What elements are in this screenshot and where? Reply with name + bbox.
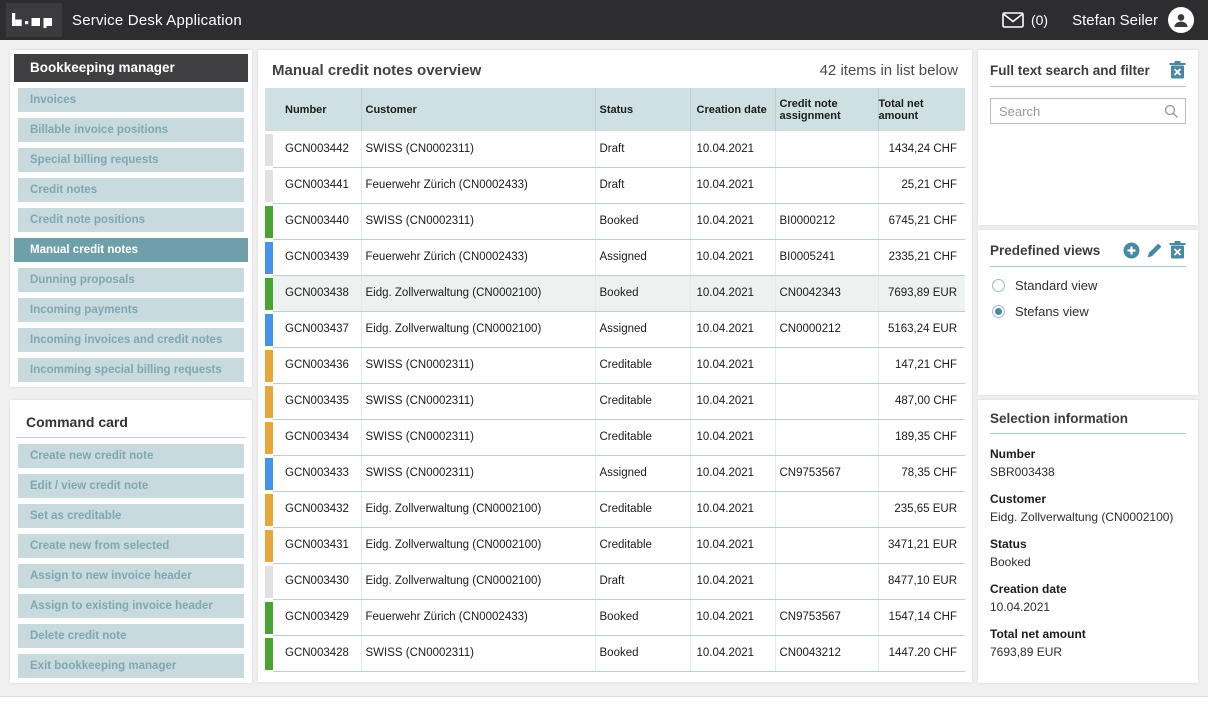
- table-row[interactable]: [265, 455, 965, 491]
- cell-status: Draft: [595, 563, 690, 599]
- sidebar-item-credit-notes[interactable]: Credit notes: [18, 178, 244, 202]
- cell-number: GCN003442: [273, 131, 361, 167]
- status-indicator: [265, 599, 273, 635]
- cell-assignment: [775, 491, 878, 527]
- table-row[interactable]: [265, 563, 965, 599]
- cell-amount: 1447.20 CHF: [878, 635, 965, 671]
- sidebar-item-credit-note-positions[interactable]: Credit note positions: [18, 208, 244, 232]
- view-option-label: Stefans view: [1015, 304, 1089, 319]
- command-create-new-from-selected[interactable]: Create new from selected: [18, 534, 244, 558]
- sidebar-item-billable-invoice-positions[interactable]: Billable invoice positions: [18, 118, 244, 142]
- cell-assignment: [775, 167, 878, 203]
- cell-status: Creditable: [595, 419, 690, 455]
- cell-amount: 7693,89 EUR: [878, 275, 965, 311]
- column-header-indicator: [265, 88, 273, 131]
- cell-status: Creditable: [595, 527, 690, 563]
- command-card-title: Command card: [16, 408, 246, 438]
- mail-button[interactable]: [1002, 12, 1048, 28]
- sidebar-item-incoming-invoices-and-credit-notes[interactable]: Incoming invoices and credit notes: [18, 328, 244, 352]
- selection-field-creation-date: [990, 582, 1186, 614]
- command-exit-bookkeeping-manager[interactable]: Exit bookkeeping manager: [18, 654, 244, 678]
- cell-customer: Eidg. Zollverwaltung (CN0002100): [361, 527, 595, 563]
- status-indicator: [265, 167, 273, 203]
- cell-creation-date: 10.04.2021: [690, 635, 775, 671]
- main-panel: [258, 50, 972, 682]
- column-header-date[interactable]: Creation date: [690, 88, 775, 131]
- credit-notes-table: [265, 88, 965, 672]
- command-set-as-creditable[interactable]: Set as creditable: [18, 504, 244, 528]
- cell-assignment: BI0005241: [775, 239, 878, 275]
- table-row[interactable]: [265, 347, 965, 383]
- status-indicator: [265, 635, 273, 671]
- cell-status: Creditable: [595, 347, 690, 383]
- selection-field-label: Status: [990, 537, 1027, 551]
- column-header-amount[interactable]: Total net amount: [878, 88, 965, 131]
- cell-status: Booked: [595, 635, 690, 671]
- cell-assignment: CN9753567: [775, 455, 878, 491]
- cell-creation-date: 10.04.2021: [690, 527, 775, 563]
- selection-field-value: Booked: [990, 555, 1031, 569]
- selection-field-value: Eidg. Zollverwaltung (CN0002100): [990, 510, 1174, 524]
- search-input[interactable]: [990, 98, 1186, 124]
- cell-assignment: CN0000212: [775, 311, 878, 347]
- cell-assignment: [775, 131, 878, 167]
- table-row[interactable]: [265, 239, 965, 275]
- selection-field-label: Total net amount: [990, 627, 1086, 641]
- cell-amount: 3471,21 EUR: [878, 527, 965, 563]
- bookkeeping-manager-panel: [10, 50, 252, 387]
- cell-creation-date: 10.04.2021: [690, 275, 775, 311]
- cell-number: GCN003428: [273, 635, 361, 671]
- cell-customer: Eidg. Zollverwaltung (CN0002100): [361, 311, 595, 347]
- cell-amount: 5163,24 EUR: [878, 311, 965, 347]
- cell-customer: Eidg. Zollverwaltung (CN0002100): [361, 491, 595, 527]
- column-header-status[interactable]: Status: [595, 88, 690, 131]
- cell-number: GCN003433: [273, 455, 361, 491]
- cell-amount: 2335,21 CHF: [878, 239, 965, 275]
- cell-customer: Feuerwehr Zürich (CN0002433): [361, 239, 595, 275]
- sidebar-item-manual-credit-notes[interactable]: Manual credit notes: [14, 238, 248, 262]
- sidebar-item-invoices[interactable]: Invoices: [18, 88, 244, 112]
- cell-assignment: [775, 419, 878, 455]
- cell-customer: SWISS (CN0002311): [361, 383, 595, 419]
- cell-number: GCN003434: [273, 419, 361, 455]
- selection-field-status: [990, 537, 1186, 569]
- status-indicator: [265, 347, 273, 383]
- command-delete-credit-note[interactable]: Delete credit note: [18, 624, 244, 648]
- cell-creation-date: 10.04.2021: [690, 563, 775, 599]
- cell-number: GCN003441: [273, 167, 361, 203]
- status-indicator: [265, 527, 273, 563]
- selection-field-total-net-amount: [990, 627, 1186, 659]
- command-edit-view-credit-note[interactable]: Edit / view credit note: [18, 474, 244, 498]
- column-header-number[interactable]: Number: [273, 88, 361, 131]
- selection-field-customer: [990, 492, 1186, 524]
- status-indicator: [265, 455, 273, 491]
- views-panel-title: Predefined views: [990, 242, 1101, 258]
- status-indicator: [265, 491, 273, 527]
- cell-assignment: [775, 563, 878, 599]
- command-assign-to-new-invoice-header[interactable]: Assign to new invoice header: [18, 564, 244, 588]
- radio-standard-view[interactable]: [992, 279, 1005, 292]
- selection-field-label: Number: [990, 447, 1036, 461]
- command-create-new-credit-note[interactable]: Create new credit note: [18, 444, 244, 468]
- cell-creation-date: 10.04.2021: [690, 203, 775, 239]
- table-row[interactable]: [265, 491, 965, 527]
- cell-number: GCN003430: [273, 563, 361, 599]
- sidebar-item-special-billing-requests[interactable]: Special billing requests: [18, 148, 244, 172]
- cell-amount: 487,00 CHF: [878, 383, 965, 419]
- cell-creation-date: 10.04.2021: [690, 311, 775, 347]
- status-indicator: [265, 311, 273, 347]
- user-name: Stefan Seiler: [1072, 11, 1158, 29]
- cell-customer: Feuerwehr Zürich (CN0002433): [361, 167, 595, 203]
- cell-customer: SWISS (CN0002311): [361, 131, 595, 167]
- cell-number: GCN003439: [273, 239, 361, 275]
- view-option-stefans-view[interactable]: [990, 304, 1186, 319]
- cell-amount: 78,35 CHF: [878, 455, 965, 491]
- view-option-label: Standard view: [1015, 278, 1098, 293]
- selection-field-number: [990, 447, 1186, 479]
- table-row[interactable]: [265, 635, 965, 671]
- cell-amount: 1434,24 CHF: [878, 131, 965, 167]
- cell-creation-date: 10.04.2021: [690, 599, 775, 635]
- status-indicator: [265, 239, 273, 275]
- cell-creation-date: 10.04.2021: [690, 347, 775, 383]
- cell-number: GCN003438: [273, 275, 361, 311]
- cell-customer: SWISS (CN0002311): [361, 455, 595, 491]
- cell-creation-date: 10.04.2021: [690, 167, 775, 203]
- cell-status: Assigned: [595, 239, 690, 275]
- status-indicator: [265, 383, 273, 419]
- status-indicator: [265, 203, 273, 239]
- cell-creation-date: 10.04.2021: [690, 491, 775, 527]
- cell-amount: 1547,14 CHF: [878, 599, 965, 635]
- cell-amount: 235,65 EUR: [878, 491, 965, 527]
- cell-customer: SWISS (CN0002311): [361, 347, 595, 383]
- sidebar-item-dunning-proposals[interactable]: Dunning proposals: [18, 268, 244, 292]
- cell-number: GCN003431: [273, 527, 361, 563]
- cell-number: GCN003429: [273, 599, 361, 635]
- cell-customer: SWISS (CN0002311): [361, 419, 595, 455]
- table-row[interactable]: [265, 419, 965, 455]
- column-header-assignment[interactable]: Credit note assignment: [775, 88, 878, 131]
- avatar[interactable]: [1168, 7, 1194, 33]
- status-indicator: [265, 131, 273, 167]
- selection-panel-title: Selection information: [990, 411, 1129, 426]
- cell-status: Booked: [595, 599, 690, 635]
- selection-information-panel: [978, 400, 1198, 683]
- cell-customer: SWISS (CN0002311): [361, 203, 595, 239]
- sidebar-item-incoming-payments[interactable]: Incoming payments: [18, 298, 244, 322]
- table-row[interactable]: [265, 167, 965, 203]
- edit-view-pencil-icon[interactable]: [1146, 242, 1163, 259]
- add-view-icon[interactable]: [1123, 242, 1140, 259]
- cell-amount: 6745,21 CHF: [878, 203, 965, 239]
- cell-status: Assigned: [595, 455, 690, 491]
- cell-status: Creditable: [595, 383, 690, 419]
- cell-amount: 189,35 CHF: [878, 419, 965, 455]
- search-panel-title: Full text search and filter: [990, 62, 1150, 78]
- topbar: [0, 0, 1208, 40]
- delete-view-trash-icon[interactable]: [1169, 241, 1186, 259]
- cell-status: Draft: [595, 167, 690, 203]
- cell-creation-date: 10.04.2021: [690, 419, 775, 455]
- command-assign-to-existing-invoice-header[interactable]: Assign to existing invoice header: [18, 594, 244, 618]
- table-row[interactable]: [265, 599, 965, 635]
- cell-number: GCN003440: [273, 203, 361, 239]
- status-indicator: [265, 419, 273, 455]
- selection-field-value: 10.04.2021: [990, 600, 1051, 614]
- cell-assignment: CN0043212: [775, 635, 878, 671]
- selection-field-value: SBR003438: [990, 465, 1055, 479]
- radio-stefans-view[interactable]: [992, 305, 1005, 318]
- cell-customer: SWISS (CN0002311): [361, 635, 595, 671]
- cell-creation-date: 10.04.2021: [690, 131, 775, 167]
- cell-number: GCN003432: [273, 491, 361, 527]
- search-filter-panel: [978, 50, 1198, 225]
- mail-icon: [1002, 12, 1024, 28]
- footer-strip: [0, 696, 1208, 706]
- cell-creation-date: 10.04.2021: [690, 455, 775, 491]
- table-row[interactable]: [265, 203, 965, 239]
- cell-status: Draft: [595, 131, 690, 167]
- column-header-customer[interactable]: Customer: [361, 88, 595, 131]
- sidebar-item-incomming-special-billing-requests[interactable]: Incomming special billing requests: [18, 358, 244, 382]
- cell-customer: Feuerwehr Zürich (CN0002433): [361, 599, 595, 635]
- table-row[interactable]: [265, 311, 965, 347]
- cell-assignment: [775, 527, 878, 563]
- command-card-panel: [10, 400, 252, 683]
- table-row[interactable]: [265, 383, 965, 419]
- table-row[interactable]: [265, 527, 965, 563]
- sidebar-header: Bookkeeping manager: [14, 54, 248, 82]
- view-option-standard-view[interactable]: [990, 278, 1186, 293]
- app-title: Service Desk Application: [72, 11, 242, 29]
- cell-customer: Eidg. Zollverwaltung (CN0002100): [361, 563, 595, 599]
- cell-status: Booked: [595, 275, 690, 311]
- clear-filter-trash-icon[interactable]: [1169, 61, 1186, 79]
- app-logo-icon: [6, 3, 62, 37]
- cell-assignment: BI0000212: [775, 203, 878, 239]
- cell-status: Assigned: [595, 311, 690, 347]
- cell-amount: 147,21 CHF: [878, 347, 965, 383]
- mail-count: (0): [1030, 12, 1049, 28]
- cell-number: GCN003436: [273, 347, 361, 383]
- cell-creation-date: 10.04.2021: [690, 239, 775, 275]
- selection-field-label: Customer: [990, 492, 1047, 506]
- search-icon[interactable]: [1164, 104, 1179, 124]
- cell-number: GCN003435: [273, 383, 361, 419]
- table-row[interactable]: [265, 275, 965, 311]
- status-indicator: [265, 563, 273, 599]
- cell-status: Booked: [595, 203, 690, 239]
- cell-assignment: CN0042343: [775, 275, 878, 311]
- selection-field-value: 7693,89 EUR: [990, 645, 1063, 659]
- cell-creation-date: 10.04.2021: [690, 383, 775, 419]
- cell-number: GCN003437: [273, 311, 361, 347]
- cell-customer: Eidg. Zollverwaltung (CN0002100): [361, 275, 595, 311]
- table-row[interactable]: [265, 131, 965, 167]
- page-title: Manual credit notes overview: [272, 62, 482, 79]
- cell-status: Creditable: [595, 491, 690, 527]
- predefined-views-panel: [978, 230, 1198, 395]
- cell-amount: 8477,10 EUR: [878, 563, 965, 599]
- cell-assignment: [775, 383, 878, 419]
- selection-field-label: Creation date: [990, 582, 1067, 596]
- cell-assignment: [775, 347, 878, 383]
- cell-amount: 25,21 CHF: [878, 167, 965, 203]
- items-count-label: 42 items in list below: [819, 62, 958, 79]
- status-indicator: [265, 275, 273, 311]
- cell-assignment: CN9753567: [775, 599, 878, 635]
